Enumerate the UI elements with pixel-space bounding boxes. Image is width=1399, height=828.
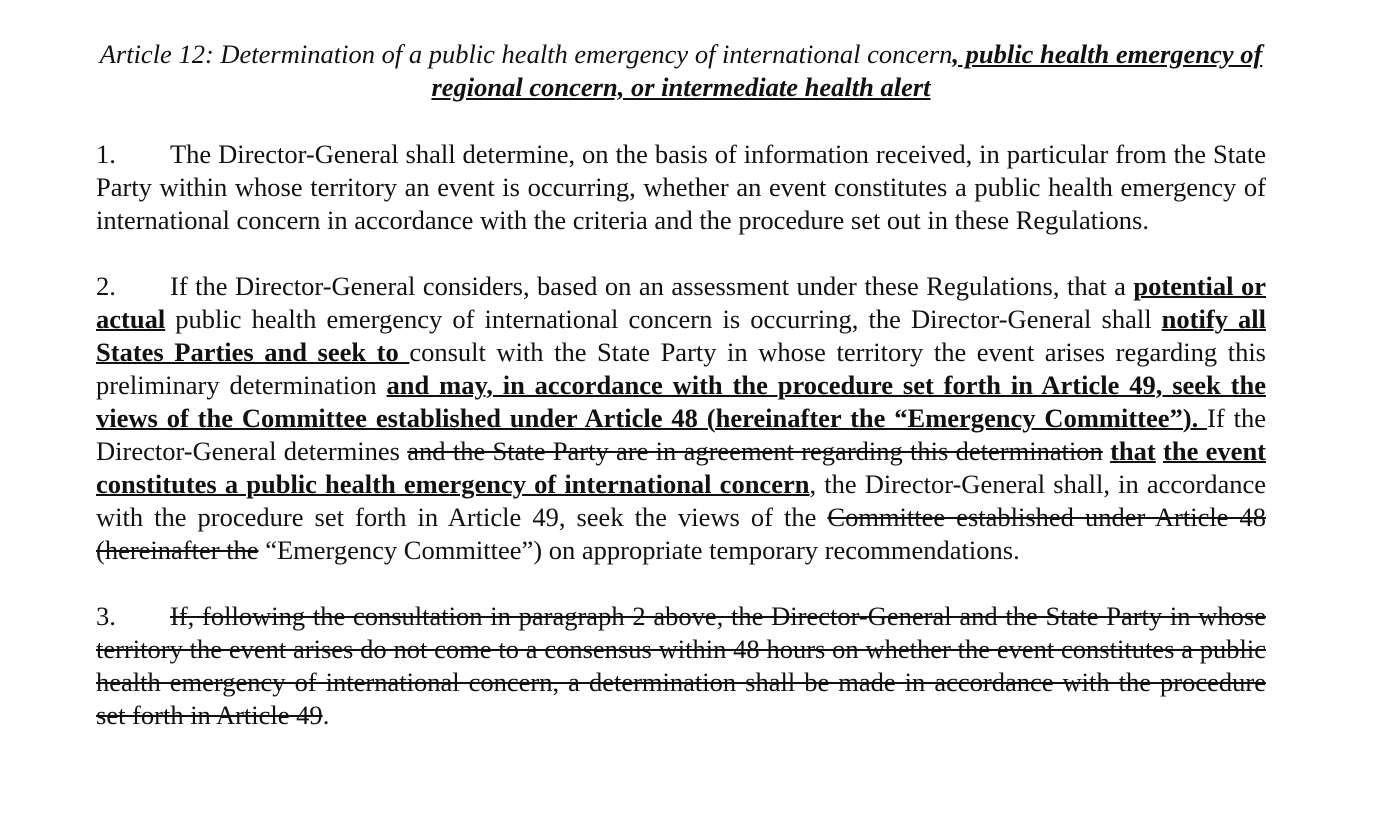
body-text: If the Director-General determines: [96, 403, 1266, 466]
paragraph-2: [96, 270, 1266, 567]
body-text: If the Director-General considers, based on an assessment under these Regulations, that a: [170, 271, 1134, 301]
inserted-text: and may, in accordance with the procedure set forth in Article 49, seek the: [386, 370, 1266, 400]
deleted-text: and the State Party are in agreement regarding this determination: [407, 436, 1103, 466]
body-text: “Emergency Committee”) on appropriate temporary recommendations.: [258, 535, 1020, 565]
inserted-text: notify all States Parties and seek to: [96, 304, 1266, 367]
inserted-text: that: [1110, 436, 1156, 466]
article-paragraphs: [96, 138, 1266, 732]
deleted-text: If, following the consultation in paragraph 2 above, the Director-General and the State Party in whose territory the event arises do not come to a consensus within 48 hours on whether the event constitutes a public health emergency of international concern, a determination shall be made in accordance with the procedure set forth in Article 49: [96, 601, 1266, 730]
article-title-original: Article 12: Determination of a public health emergency of international concern: [99, 39, 953, 69]
article-title: [96, 38, 1266, 104]
paragraph-number: 1.: [96, 139, 116, 169]
body-text: [1156, 436, 1163, 466]
paragraph-number: 2.: [96, 271, 116, 301]
inserted-text: views of the Committee established under Article 48 (hereinafter the “Emergency Committee”).: [96, 403, 1208, 433]
article-title-inserted: , public health emergency of regional concern, or intermediate health alert: [431, 39, 1263, 102]
body-text: [1103, 436, 1110, 466]
body-text: , the Director-General shall, in accordance with the procedure set forth in Article 49, seek the views of the: [96, 469, 1267, 532]
deleted-text: Committee established under Article 48 (hereinafter the: [96, 502, 1266, 565]
body-text: .: [322, 700, 330, 730]
body-text: consult with the State Party in whose territory the event arises regarding this preliminary determination: [96, 337, 1266, 400]
inserted-text: actual: [96, 304, 166, 334]
paragraph-number: 3.: [96, 601, 116, 631]
inserted-text: potential or: [1133, 271, 1267, 301]
body-text: The Director-General shall determine, on the basis of information received, in particular from the State Party within whose territory an event is occurring, whether an event constitutes a public health emergency of international concern in accordance with the criteria and the procedure set out in these Regulations.: [96, 139, 1266, 235]
document-page: [96, 38, 1266, 765]
paragraph-3: [96, 600, 1266, 732]
paragraph-1: [96, 138, 1266, 237]
inserted-text: the event constitutes a public health emergency of international concern: [96, 436, 1267, 499]
body-text: public health emergency of international concern is occurring, the Director-General shall: [165, 304, 1162, 334]
